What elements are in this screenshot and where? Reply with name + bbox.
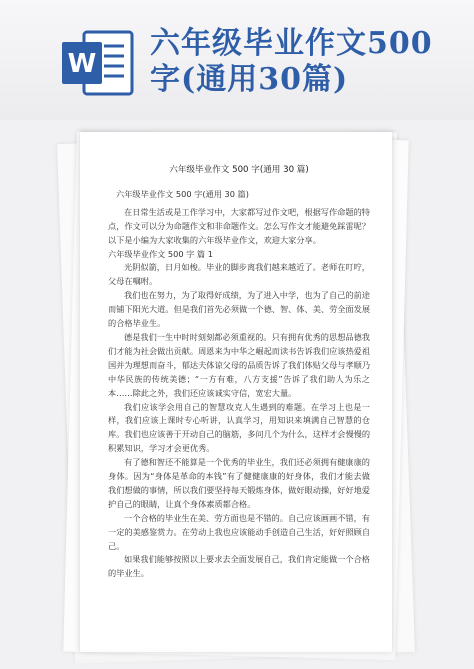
word-document-icon	[62, 30, 134, 96]
paragraph: 我们也在努力，为了取得好成绩，为了进入中学，也为了自己的前途而铺下阳光大道。但是我们首先必须做一个德、智、体、美、劳全面发展的合格毕业生。	[108, 290, 371, 329]
document-banner-title: 六年级毕业作文500字(通用30篇)	[150, 26, 433, 97]
paragraph: 我们应该学会用自己的智慧攻克人生遇到的难题。在学习上也是一样，我们应该上课时专心听讲，认真学习，用知识来填满自己智慧的仓库。我们也应该善于开动自己的脑筋，多问几个为什么，这样才会慢慢的积累知识，学习才会更优秀。	[108, 401, 371, 454]
paragraph: 光阴似箭，日月如梭。毕业的脚步离我们越来越近了。老师在叮咛，父母在嘱咐。	[108, 262, 370, 287]
paragraph: 有了德和智还不能算是一个优秀的毕业生，我们还必须拥有健康康的身体。因为“身体是革命的本钱”有了健健康康的好身体，我们才能去做我们想做的事情，所以我们要坚持每天锻炼身体，做好眼动操，好好地爱护自己的眼睛，让真个身体素质都合格。	[108, 457, 371, 509]
document-title: 六年级毕业作文 500 字(通用 30 篇)	[169, 165, 309, 175]
document-body	[108, 164, 370, 581]
paragraph: 德是我们一生中时时刻刻都必须重视的。只有拥有优秀的思想品德我们才能为社会做出贡献。周恩来为中华之崛起而读书告诉我们应该热爱祖国并为理想而奋斗，郁达夫体谅父母的品质告诉了我们体贴父母与孝顺乃中华民族的传统美德；“一方有难，八方支援”告诉了我们助人为乐之本……除此之外，我们还应该诚实守信，宽宏大量。	[108, 331, 371, 398]
section-heading: 六年级毕业作文 500 字 篇 1	[108, 248, 213, 259]
svg-text:W: W	[67, 49, 97, 79]
bottom-fade	[0, 648, 474, 669]
paragraph: 如果我们能够按照以上要求去全面发展自己，我们肯定能做一个合格的毕业生。	[108, 554, 370, 579]
header-banner	[0, 0, 474, 120]
paragraph-intro: 在日常生活或是工作学习中，大家都写过作文吧，根据写作命题的特点，作文可以分为命题作文和非命题作文。怎么写作文才能避免踩雷呢？以下是小编为大家收集的六年级毕业作文，欢迎大家分享。	[108, 206, 371, 245]
paragraph: 一个合格的毕业生在美、劳方面也是不错的。自己应该画画不错，有一定的美感鉴赏力。在劳动上我也应该能动手创造自己生活，好好照顾自己。	[108, 512, 371, 551]
document-subtitle: 六年级毕业作文 500 字(通用 30 篇)	[116, 188, 249, 199]
